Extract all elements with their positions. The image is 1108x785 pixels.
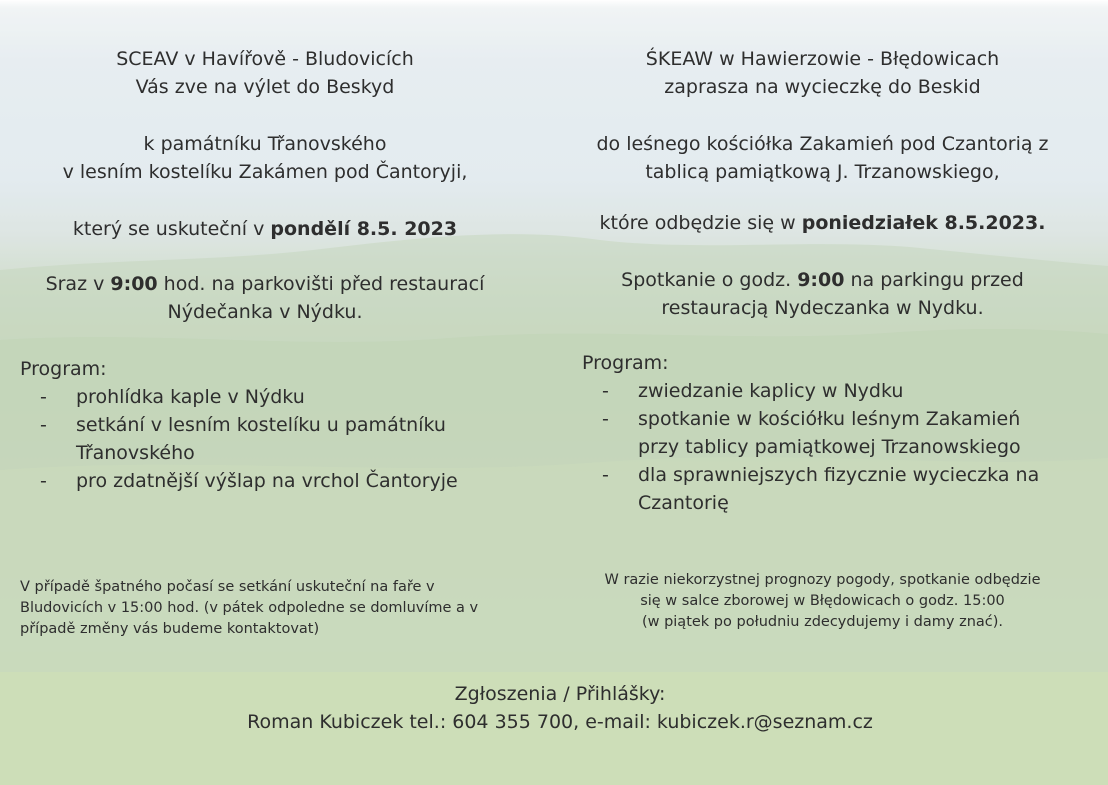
right-meet-line2: restauracją Nydeczanka w Nydku. xyxy=(661,297,984,319)
left-weather-line: Bludovicích v 15:00 hod. (v pátek odpoledne se domluvíme a v xyxy=(20,600,479,616)
right-meet-line1 xyxy=(580,266,1065,294)
right-date-prefix: które odbędzie się w xyxy=(599,212,802,234)
left-meet-prefix: Sraz v xyxy=(45,273,111,295)
right-weather-note xyxy=(575,570,1070,633)
left-weather-note xyxy=(20,577,520,640)
right-weather-line: W razie niekorzystnej prognozy pogody, spotkanie odbędzie xyxy=(604,572,1041,588)
left-weather-line: V případě špatného počasí se setkání uskuteční na faře v xyxy=(20,579,435,595)
right-program-item: - zwiedzanie kaplicy w Nydku xyxy=(582,377,1062,405)
left-meet-line2: Nýdečanka v Nýdku. xyxy=(167,301,363,323)
left-program-item: - pro zdatnější výšlap na vrchol Čantoryje xyxy=(20,467,480,495)
left-org-line1: SCEAV v Havířově - Bludovicích xyxy=(116,48,414,70)
right-meet-suffix: na parkingu przed xyxy=(844,269,1024,291)
right-program-item: - spotkanie w kościółku leśnym Zakamień przy tablicy pamiątkowej Trzanowskiego xyxy=(582,405,1062,461)
footer-heading: Zgłoszenia / Přihlášky: xyxy=(454,683,666,705)
left-meet-suffix: hod. na parkovišti před restaurací xyxy=(157,273,485,295)
left-program-item: - prohlídka kaple v Nýdku xyxy=(20,383,480,411)
right-org-line1: ŚKEAW w Hawierzowie - Błędowicach xyxy=(645,48,1000,70)
left-program-item: - setkání v lesním kostelíku u památníku Třanovského xyxy=(20,411,480,467)
left-dest-line2: v lesním kostelíku Zakámen pod Čantoryji, xyxy=(62,161,468,183)
right-program-list xyxy=(582,377,1062,517)
left-date-line xyxy=(40,215,490,243)
right-weather-line: (w piątek po południu zdecydujemy i damy znać). xyxy=(641,614,1004,630)
right-dest-line2: tablicą pamiątkową J. Trzanowskiego, xyxy=(645,161,1000,183)
left-date: pondělí 8.5. 2023 xyxy=(270,218,458,240)
right-program-heading: Program: xyxy=(582,352,669,374)
right-date: poniedziałek 8.5.2023. xyxy=(801,212,1046,234)
left-program-heading: Program: xyxy=(20,358,107,380)
left-date-prefix: který se uskuteční v xyxy=(72,218,271,240)
right-date-line xyxy=(575,209,1070,237)
footer-contact: Roman Kubiczek tel.: 604 355 700, e-mail: kubiczek.r@seznam.cz xyxy=(247,711,873,733)
right-org-line2: zaprasza na wycieczkę do Beskid xyxy=(664,76,981,98)
right-program-item: - dla sprawniejszych fizycznie wycieczka na Czantorię xyxy=(582,461,1062,517)
left-meet-line1 xyxy=(20,270,510,298)
left-org-line2: Vás zve na výlet do Beskyd xyxy=(135,76,395,98)
left-program-list xyxy=(20,383,480,495)
left-weather-line: případě změny vás budeme kontaktovat) xyxy=(20,621,320,637)
left-dest-line1: k památníku Třanovského xyxy=(143,133,387,155)
right-dest-line1: do leśnego kościółka Zakamień pod Czantorią z xyxy=(596,133,1049,155)
right-meet-time: 9:00 xyxy=(797,269,845,291)
right-meet-prefix: Spotkanie o godz. xyxy=(621,269,798,291)
left-meet-time: 9:00 xyxy=(110,273,158,295)
right-weather-line: się w salce zborowej w Błędowicach o godz. 15:00 xyxy=(640,593,1005,609)
